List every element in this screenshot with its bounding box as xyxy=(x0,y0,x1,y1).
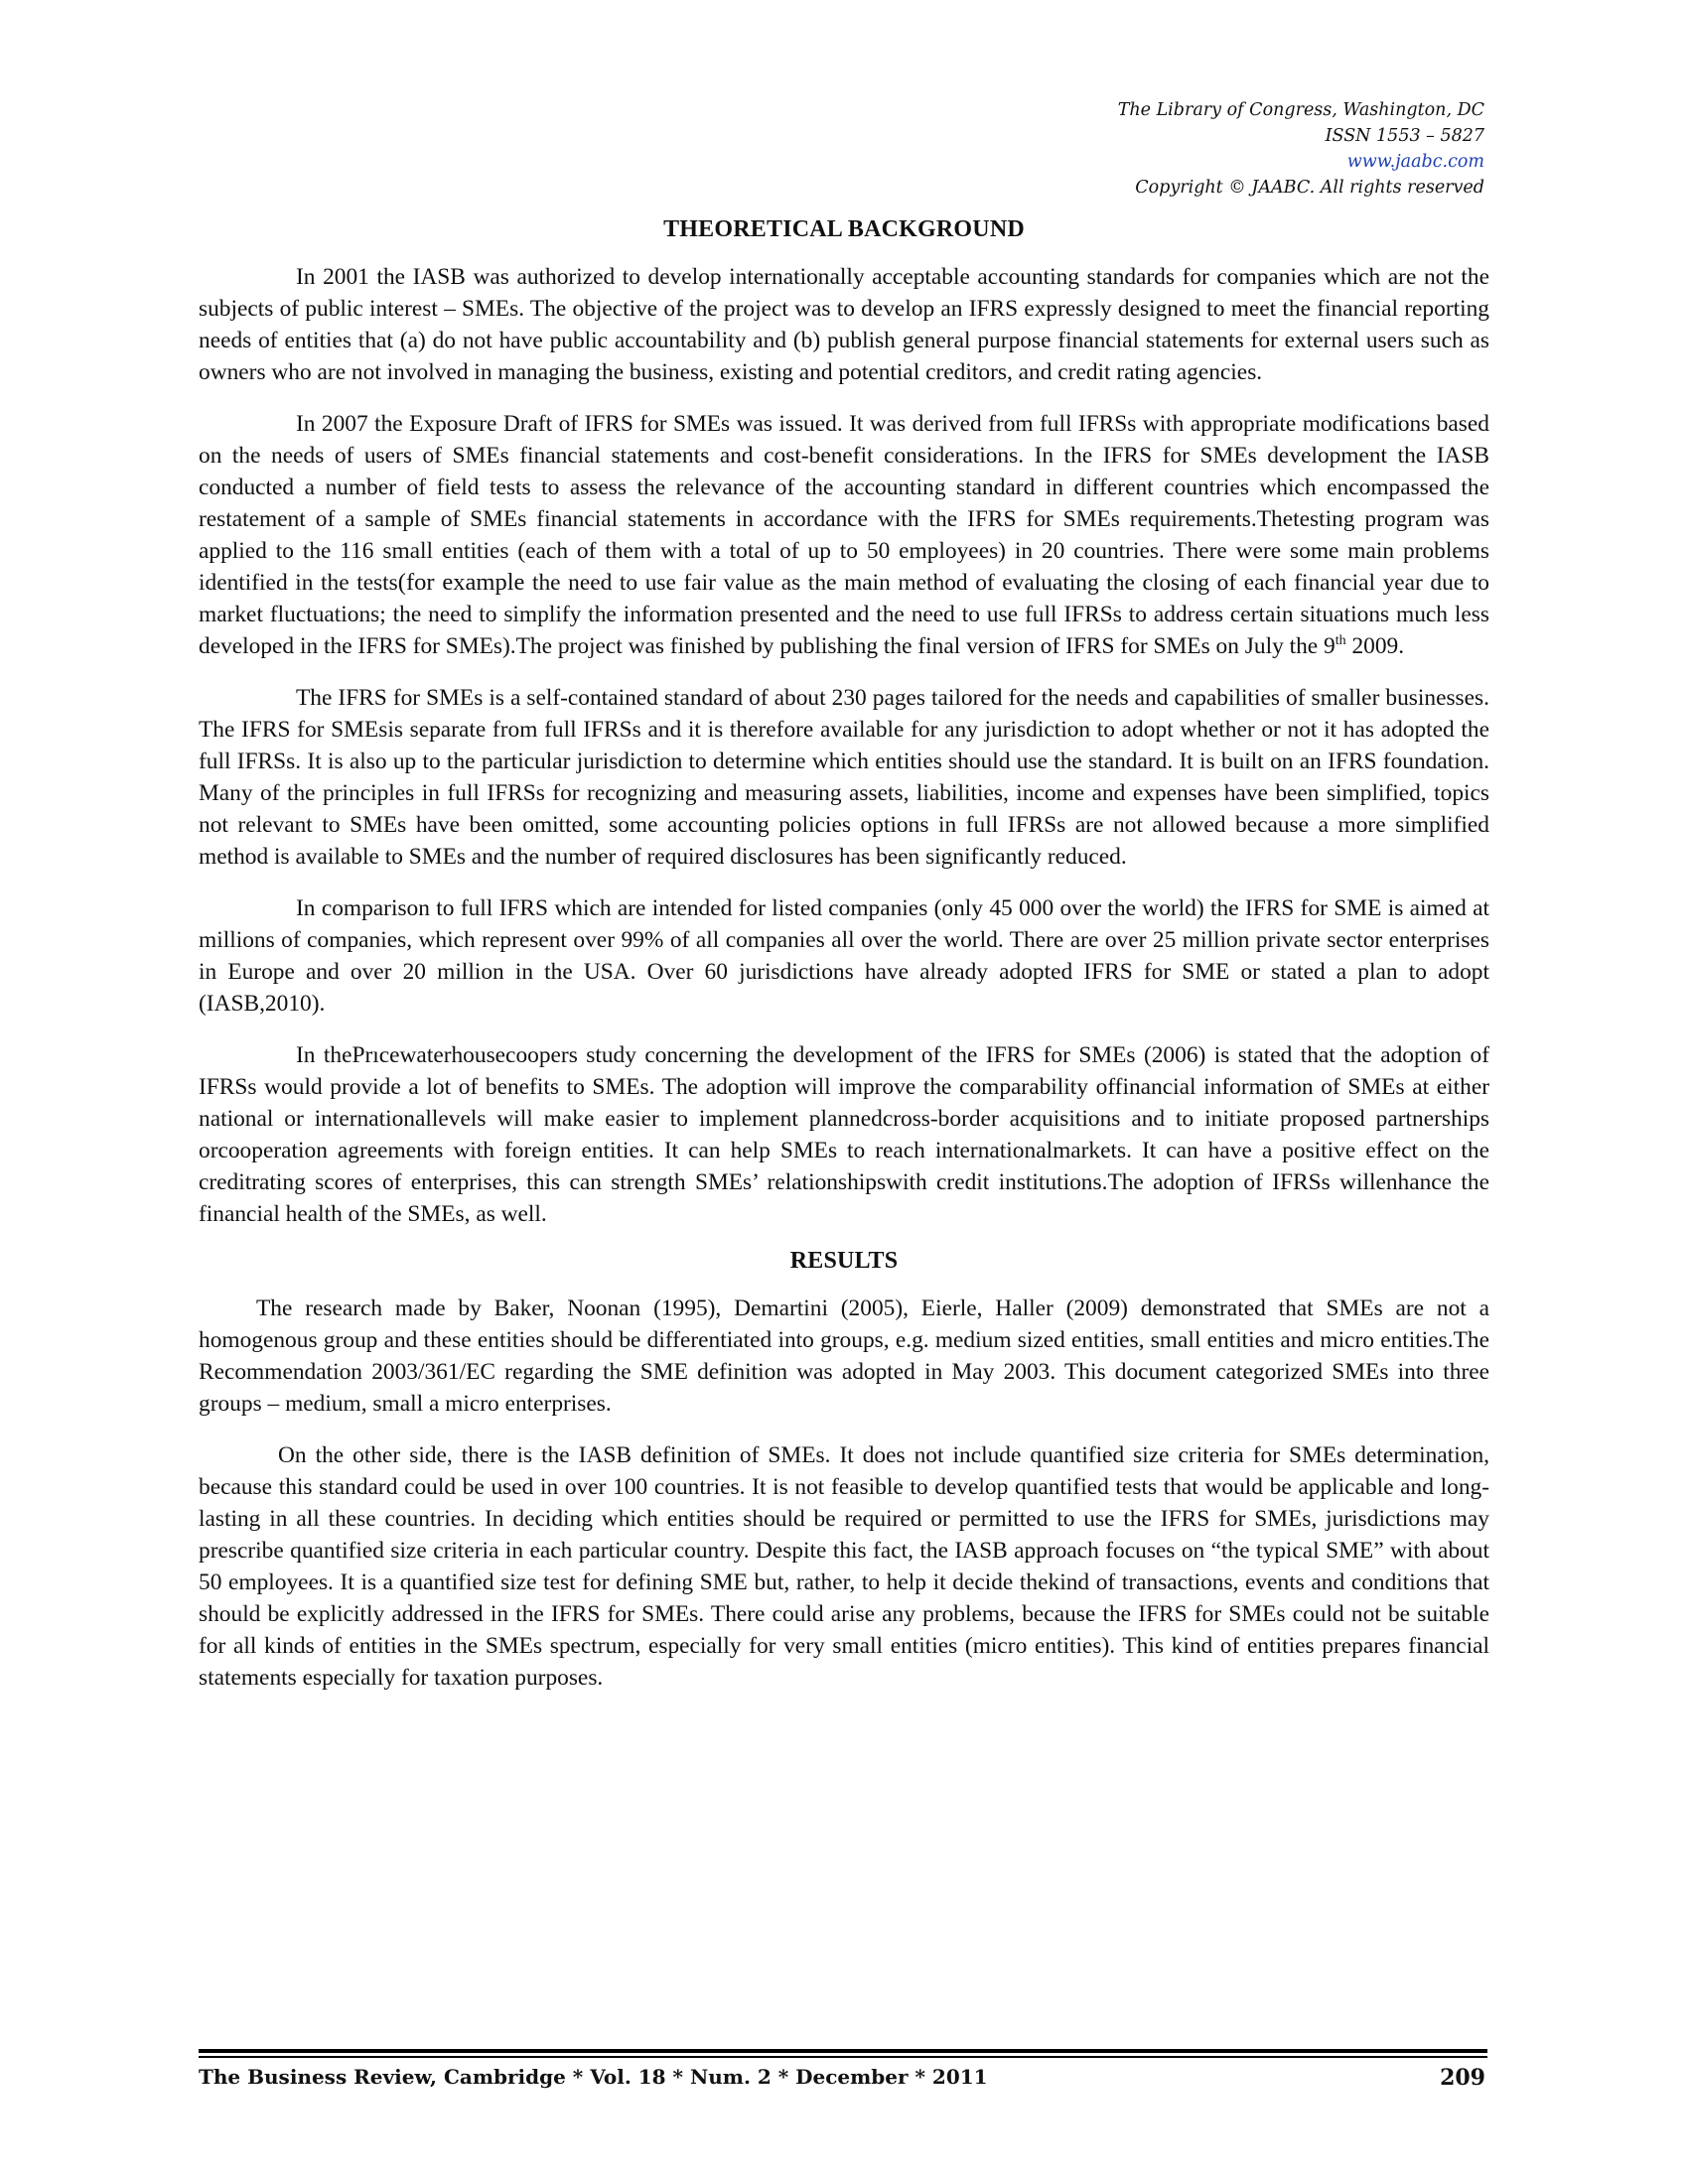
paragraph xyxy=(199,408,1489,662)
article-body xyxy=(199,216,1489,1713)
journal-footer xyxy=(199,2065,1487,2091)
paragraph: In thePrıcewaterhousecoopers study concerning the development of the IFRS for SMEs (2006) is stated that the adoption of IFRSs would provide a lot of benefits to SMEs. The adoption will improve the comparability offinancial information of SMEs at either national or internationallevels will make easier to implement plannedcross-border acquisitions and to initiate proposed partnerships orcooperation agreements with foreign entities. It can help SMEs to reach internationalmarkets. It can have a positive effect on the creditrating scores of enterprises, this can strength SMEs’ relationshipswith credit institutions.The adoption of IFRSs willenhance the financial health of the SMEs, as well. xyxy=(199,1042,1489,1227)
section-title-results: RESULTS xyxy=(789,1248,899,1274)
paragraph: The research made by Baker, Noonan (1995), Demartini (2005), Eierle, Haller (2009) demonstrated that SMEs are not a homogenous group and these entities should be differentiated into groups, e.g. medium sized entities, small entities and micro entities.The Recommendation 2003/361/EC regarding the SME definition was adopted in May 2003. This document categorized SMEs into three groups – medium, small a micro enterprises. xyxy=(199,1296,1489,1417)
header-website-link[interactable]: www.jaabc.com xyxy=(1346,152,1484,172)
paragraph-text: In 2007 the Exposure Draft of IFRS for SMEs was issued. It was derived from full IFRSs with appropriate modifications based on the needs of users of SMEs financial statements and cost-benefit considerations. In the IFRS for SMEs development the IASB conducted a number of field tests to assess the relevance of the accounting standard in different countries which encompassed the restatement of a sample of SMEs financial statements in accordance with the IFRS for SMEs requirements.Thetesting program was applied to the 116 small entities (each of them with a total of up to 50 employees) in 20 countries. There were some main problems identified in the tests xyxy=(199,411,1489,596)
paragraph: The IFRS for SMEs is a self-contained standard of about 230 pages tailored for the needs and capabilities of smaller businesses. The IFRS for SMEsis separate from full IFRSs and it is therefore available for any jurisdiction to adopt whether or not it has adopted the full IFRSs. It is also up to the particular jurisdiction to determine which entities should use the standard. It is built on an IFRS foundation. Many of the principles in full IFRSs for recognizing and measuring assets, liabilities, income and expenses have been simplified, topics not relevant to SMEs have been omitted, some accounting policies options in full IFRSs are not allowed because a more simplified method is available to SMEs and the number of required disclosures has been significantly reduced. xyxy=(199,685,1489,870)
paragraph: In comparison to full IFRS which are intended for listed companies (only 45 000 over the world) the IFRS for SME is aimed at millions of companies, which represent over 99% of all companies all over the world. There are over 25 million private sector enterprises in Europe and over 20 million in the USA. Over 60 jurisdictions have already adopted IFRS for SME or stated a plan to adopt (IASB,2010). xyxy=(199,895,1489,1017)
journal-header xyxy=(1118,97,1484,201)
footer-journal-info: The Business Review, Cambridge * Vol. 18 * Num. 2 * December * 2011 xyxy=(199,2065,988,2089)
section-title-theoretical-background: THEORETICAL BACKGROUND xyxy=(663,216,1025,242)
paragraph: On the other side, there is the IASB definition of SMEs. It does not include quantified size criteria for SMEs determination, because this standard could be used in over 100 countries. It is not feasible to develop quantified tests that would be applicable and long-lasting in all these countries. In deciding which entities should be required or permitted to use the IFRS for SMEs, jurisdictions may prescribe quantified size criteria in each particular country. Despite this fact, the IASB approach focuses on “the typical SME” with about 50 employees. It is a quantified size test for defining SME but, rather, to help it decide thekind of transactions, events and conditions that should be explicitly addressed in the IFRS for SMEs. There could arise any problems, because the IFRS for SMEs could not be suitable for all kinds of entities in the SMEs spectrum, especially for very small entities (micro entities). This kind of entities prepares financial statements especially for taxation purposes. xyxy=(199,1442,1489,1691)
paragraph-text: the need to use fair value as the main method of evaluating the closing of each financial year due to market fluctuations; the need to simplify the information presented and the need to use full IFRSs to address certain situations much less developed in the IFRS for SMEs).The project was finished by publishing the final version of IFRS for SMEs on July the 9 xyxy=(199,570,1490,659)
header-issn-line: ISSN 1553 – 5827 xyxy=(1325,126,1484,146)
superscript: th xyxy=(1335,633,1346,649)
paragraph: In 2001 the IASB was authorized to develop internationally acceptable accounting standards for companies which are not the subjects of public interest – SMEs. The objective of the project was to develop an IFRS expressly designed to meet the financial reporting needs of entities that (a) do not have public accountability and (b) publish general purpose financial statements for external users such as owners who are not involved in managing the business, existing and potential creditors, and credit rating agencies. xyxy=(199,264,1489,385)
footer-rule xyxy=(199,2056,1487,2058)
page-number: 209 xyxy=(1440,2065,1485,2091)
header-library-line: The Library of Congress, Washington, DC xyxy=(1117,100,1484,120)
paragraph-text: 2009. xyxy=(1345,633,1405,659)
header-copyright-line: Copyright © JAABC. All rights reserved xyxy=(1135,178,1484,198)
footer-rule xyxy=(199,2049,1487,2053)
paragraph-text: (for example xyxy=(397,569,525,596)
